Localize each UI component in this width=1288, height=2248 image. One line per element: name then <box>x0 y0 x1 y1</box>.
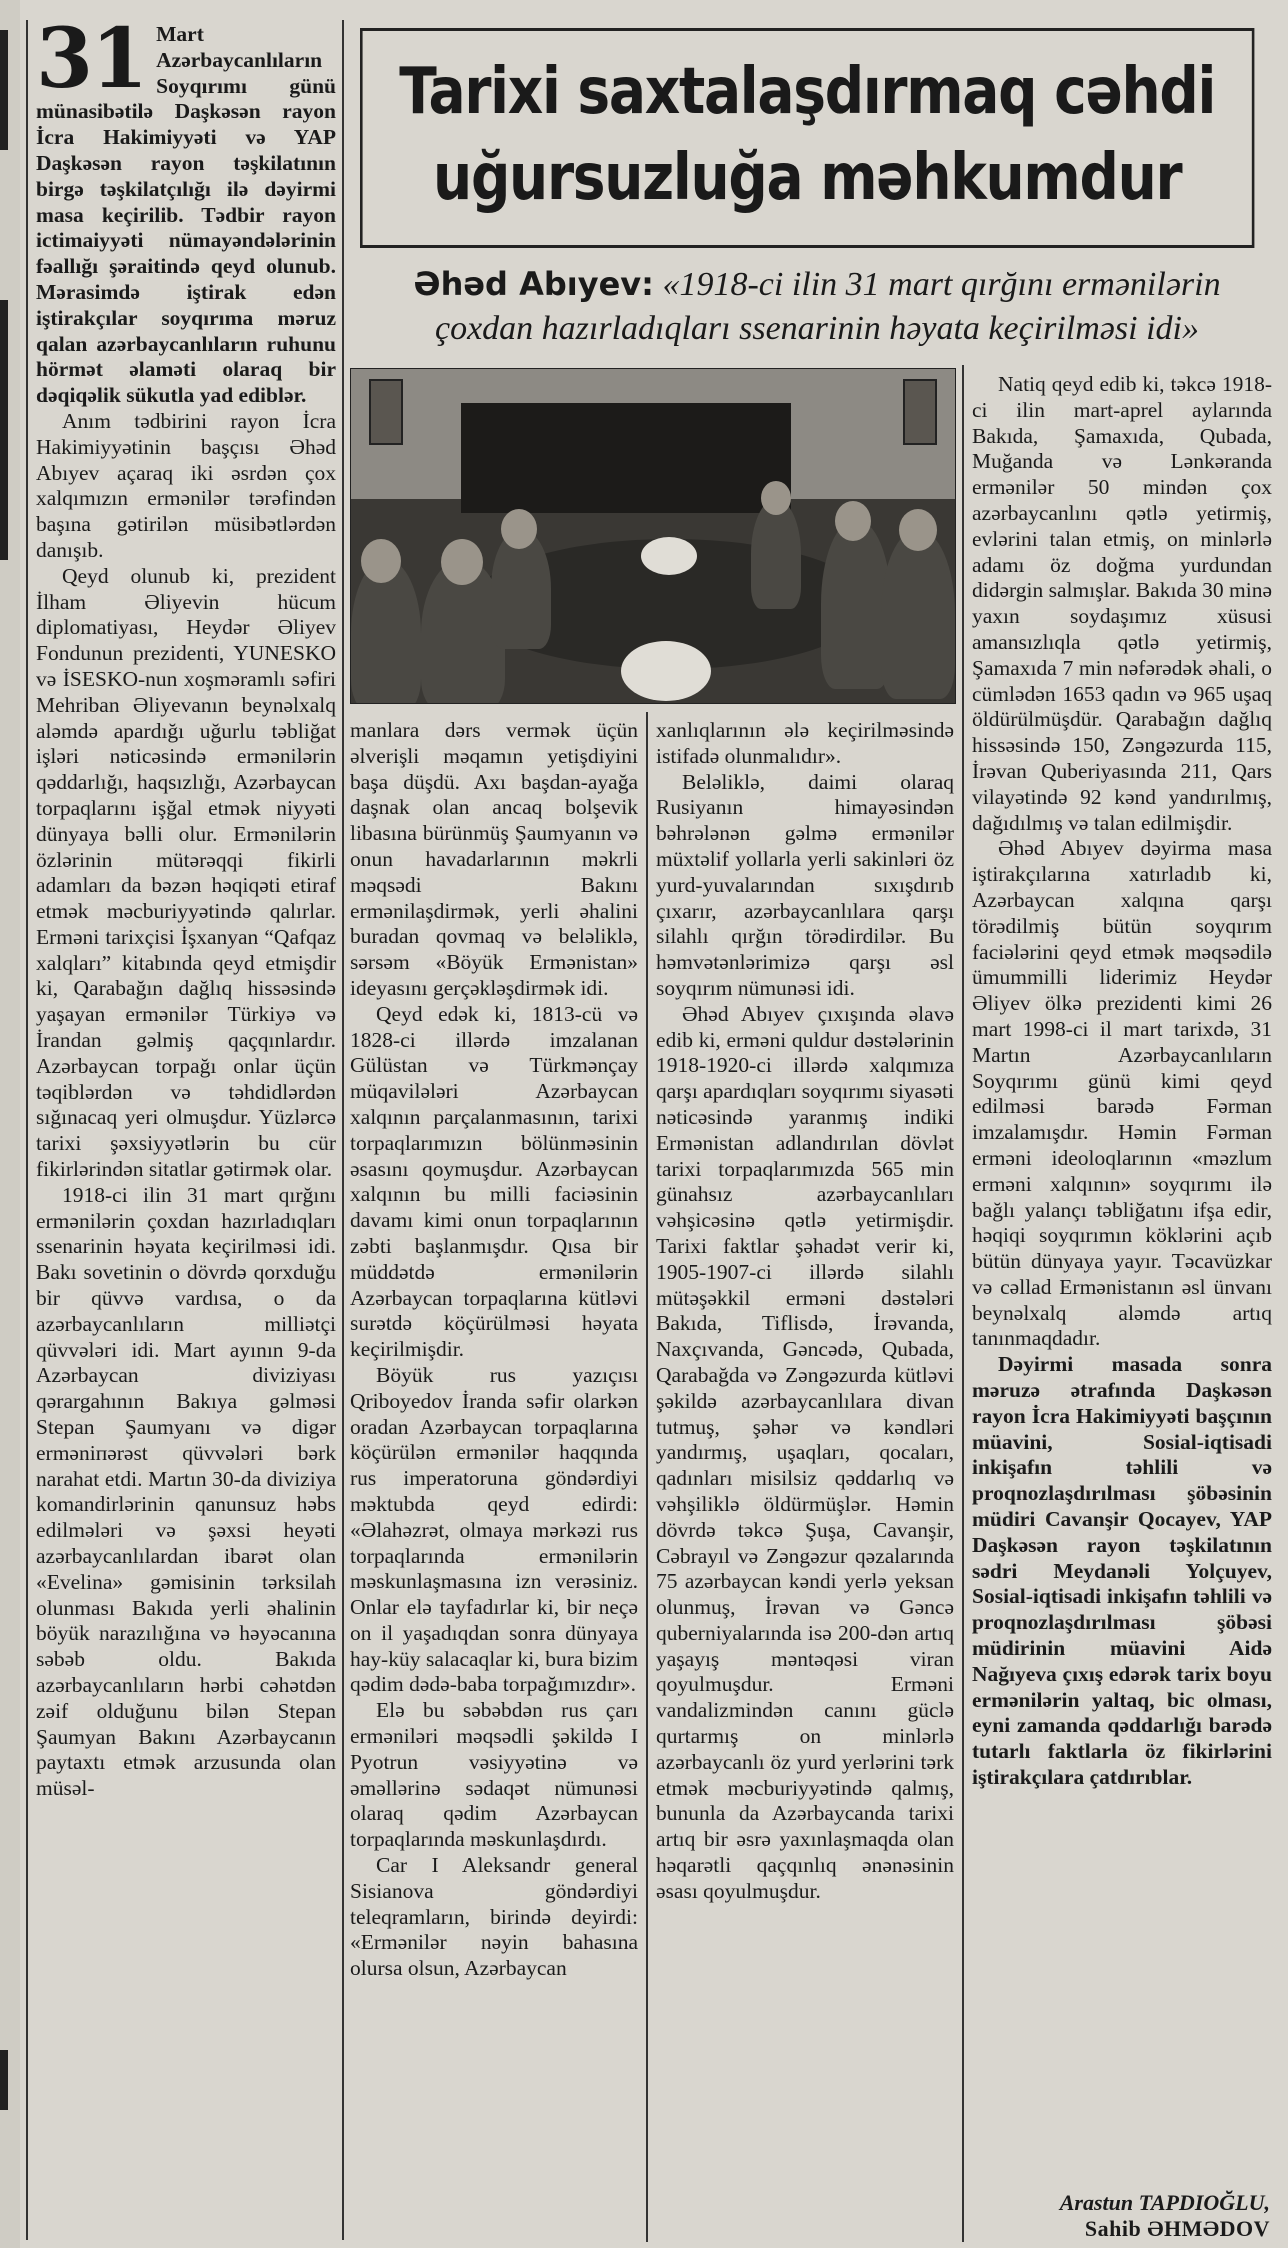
article-column-3 <box>656 718 954 1905</box>
subhead-speaker: Əhəd Abıyev: <box>413 265 654 303</box>
photo-person-head <box>501 509 537 549</box>
paragraph-closing: Dəyirmi masada sonra məruzə ətrafında Daşkəsən rayon İcra Hakimiyyəti başçının müavini, Sosial-iqtisadi inkişafın təhlili və proqnozlaşdırılması şöbəsinin müdiri Cavanşir Qocayev, YAP Daşkəsən rayon təşkilatının sədri Meydanəli Yolçuyev, Sosial-iqtisadi inkişafın təhlili və proqnozlaşdırılması şöbəsi müdirinin müavini Aidə Nağıyeva çıxış edərək tarix boyu ermənilərin yaltaq, bic olması, eyni zamanda qəddarlığı barədə tutarlı faktlarla öz fikirlərini iştirakçılara çatdırıblar. <box>972 1352 1272 1790</box>
article-column-2 <box>350 718 638 1982</box>
paragraph: Əhəd Abıyev çıxışında əlavə edib ki, erməni quldur dəstələrinin 1918-1920-ci illərdə xalqımıza qarşı apardıqları soyqırımı siyasəti nəticəsində yaranmış indiki Ermənistan adlandırılan dövlət tarixi torpaqlarımızda 565 min günahsız azərbaycanlıları vəhşicəsinə qətlə yetirmişdir. Tarixi faktlar şəhadət verir ki, 1905-1907-ci illərdə silahlı mütəşəkkil erməni dəstələri Bakıda, Tiflisdə, İrəvanda, Naxçıvanda, Gəncədə, Qubada, Qarabağda və Zəngəzurda kütləvi şəkildə azərbaycanlılara divan tutmuş, şəhər və kəndləri yandırmış, uşaqları, qocaları, qadınları misilsiz qəddarlıq və vəhşiliklə öldürmüşlər. Həmin dövrdə təkcə Şuşa, Cavanşir, Cəbrayıl və Zəngəzur qəzalarında 75 azərbaycan kəndi yerlə yeksan olunmuş, İrəvan və Gəncə quberniyalarında isə 200-dən artıq yaşayış məntəqəsi viran qoyulmuşdur. Erməni vandalizmindən canını güclə qurtarmış on minlərlə azərbaycanlı öz yurd yerlərini tərk etmək məcburiyyətində qalmış, bununla da Azərbaycanda tarixi artıq bir əsrə yaxınlaşmaqda olan həqarətli qaçqınlıq ənənəsinin əsası qoyulmuşdur. <box>656 1001 954 1903</box>
lead-paragraph: Mart Azərbaycanlıların Soyqırımı günü münasibətilə Daşkəsən rayon İcra Hakimiyyəti və YAP Daşkəsən rayon təşkilatının birgə təşkilatçılığı ilə dəyirmi masa keçirilib. Tədbir rayon ictimaiyyəti nümayəndələrinin fəallığı şəraitində qeyd olunub. Mərasimdə iştirak edən iştirakçılar soyqırıma məruz qalan azərbaycanlıların ruhunu hörmət əlaməti olaraq bir dəqiqəlik sükutla yad ediblər. <box>36 22 336 408</box>
author-name: Sahib ƏHMƏDOV <box>1084 2216 1270 2241</box>
adjacent-page-edge <box>0 0 20 2248</box>
column-rule <box>646 712 648 2242</box>
byline <box>1010 2190 1270 2242</box>
dropcap-date: 31 <box>36 11 147 107</box>
headline: Tarixi saxtalaşdırmaq cəhdi uğursuzluğa məhkumdur <box>360 28 1254 248</box>
photo-portrait <box>369 379 403 445</box>
photo-person-head <box>761 481 791 515</box>
event-photo <box>350 368 956 704</box>
paragraph: Car I Aleksandr general Sisianova göndərdiyi teleqramların, birində deyirdi: «Ermənilər nəyin bahasına olursa olsun, Azərbaycan <box>350 1853 638 1981</box>
paragraph: manlara dərs vermək üçün əlverişli məqamın yetişdiyini başa düşdü. Axı başdan-ayağa daşnak olan ancaq bolşevik libasına bürünmüş Şaumyanın və onun havadarlarının məkrli məqsədi Bakını ermənilaşdirmək, yerli əhalini buradan qovmaq və beləliklə, sərsəm «Böyük Ermənistan» ideyasını gerçəkləşdirmək idi. <box>350 718 638 1000</box>
edge-mark <box>0 30 8 150</box>
paragraph: Böyük rus yazıçısı Qriboyedov İranda səfir olarkən oradan Azərbaycan torpaqlarına köçürülən ermənilər haqqında rus imperatoruna göndərdiyi məktubda qeyd edirdi: «Əlahəzrət, olmaya mərkəzi rus torpaqlarında ermənilərin məskunlaşmasına izn verəsiniz. Onlar elə tayfadırlar ki, bir neçə on il yaşadıqdan sonra dünyaya hay-küy salacaqlar ki, bura bizim qədim dədə-baba torpağımızdır». <box>350 1362 638 1697</box>
paragraph: Qeyd olunub ki, prezident İlham Əliyevin hücum diplomatiyası, Heydər Əliyev Fondunun prezidenti, YUNESKO və İSESKO-nun xoşməramlı səfiri Mehriban Əliyevanın beynəlxalq aləmdə apardığı uğurlu təbliğat işləri nəticəsində ermənilərin qəddarlığı, haqsızlığı, Azərbaycan torpaqlarını işğal etmək niyyəti dünyaya bəlli olur. Ermənilərin özlərinin mütərəqqi fikirli adamları da bəzən həqiqəti etiraf etmək məcburiyyətində qalırlar. Erməni tarixçisi İşxanyan “Qafqaz xalqları” kitabında qeyd etmişdir ki, Qarabağın dağlıq hissəsində yaşayan ermənilər Türkiyə və İrandan gəlmiş qaçqınlardır. Azərbaycan torpağı onlar üçün təqiblərdən və təhdidlərdən sığınacaq yeri olmuşdur. Yüzlərcə tarixi şəxsiyyətlərin bu cür fikirlərindən sitatlar gətirmək olar. <box>36 563 336 1182</box>
paragraph: Əhəd Abıyev dəyirma masa iştirakçılarına xatırladıb ki, Azərbaycan xalqına qarşı törədilmiş bütün soyqırım faciələrini qeyd etmək məqsədilə ümummilli liderimiz Heydər Əliyev ölkə prezidenti kimi 26 mart 1998-ci il mart tarixdə, 31 Martın Azərbaycanlıların Soyqırımı günü kimi qeyd edilməsi barədə Fərman imzalamışdır. Həmin Fərman erməni ideoloqlarının «məzlum erməni xalqının» soyqırımı ilə bağlı yalançı təbliğatını ifşa edir, həqiqi soyqırımın köklərini açıb bütün dünyaya yayır. Təcavüzkar və cəllad Ermənistanın əsl ünvanı beynəlxalq aləmdə artıq tanınmaqdadır. <box>972 836 1272 1351</box>
paragraph: Elə bu səbəbdən rus çarı erməniləri məqsədli şəkildə I Pyotrun vəsiyyətinə və əməllərinə sədaqət nümunəsi olaraq qədim Azərbaycan torpaqlarında məskunlaşdırdı. <box>350 1698 638 1852</box>
photo-person <box>881 529 955 699</box>
photo-portrait <box>903 379 937 445</box>
subheadline <box>368 262 1266 351</box>
photo-person-head <box>835 501 871 541</box>
photo-person-head <box>441 539 483 585</box>
paragraph: Natiq qeyd edib ki, təkcə 1918-ci ilin mart-aprel aylarında Bakıda, Şamaxıda, Qubada, Muğanda və Lənkəranda ermənilər 50 mindən çox azərbaycanlını qətlə yetirmiş, evlərini talan etmiş, on minlərlə adamı öz doğma yurdundan didərgin salmışlar. Bakıda 30 minə yaxın soydaşımız xüsusi amansızlıqla qətlə yetirmiş, Şamaxıda 7 min nəfərədək əhali, o cümlədən 1653 qadın və 965 uşaq öldürülmüşdür. Qarabağın dağlıq hissəsində 150, Zəngəzurda 115, İrəvan Quberiyasında 211, Qars vilayətində 92 kənd yandırılmış, dağıdılmış və talan edilmişdir. <box>972 372 1272 835</box>
column-rule <box>962 365 964 2242</box>
photo-flowers <box>621 641 711 701</box>
author-name: Arastun TAPDIOĞLU, <box>1059 2190 1270 2215</box>
subhead-quote: «1918-ci ilin 31 mart qırğını ermənilərin çoxdan hazırladıqları ssenarinin həyata keçirilməsi idi» <box>435 266 1221 347</box>
paragraph: Anım tədbirini rayon İcra Hakimiyyətinin başçısı Əhəd Abıyev açaraq iki əsrdən çox xalqımızın ermənilər tərəfindən başına gətirilən müsibətlərdən danışıb. <box>36 408 336 562</box>
article-column-1 <box>36 11 336 1802</box>
photo-person-head <box>899 509 937 551</box>
photo-person <box>751 499 801 609</box>
paragraph: Beləliklə, daimi olaraq Rusiyanın himayəsindən bəhrələnən gəlmə ermənilər müxtəlif yollarla yerli sakinləri öz yurd-yuvalarından sıxışdırıb çıxarır, azərbaycanlılara qarşı silahlı qırğın törədirdilər. Bu həmvətənlərimizə qarşı əsl soyqırım nümunəsi idi. <box>656 769 954 1000</box>
paragraph: 1918-ci ilin 31 mart qırğını ermənilərin çoxdan hazırladıqları ssenarinin həyata keçirilməsi idi. Bakı sovetinin o dövrdə qorxduğu bir qüvvə vardısa, o da azərbaycanlıların milliətçi qüvvələri idi. Mart ayının 9-da Azərbaycan diviziyası qərargahının Bakıya gəlməsi Stepan Şaumyanı və digər erməniпərəst qüvvələri bərk narahat etdi. Martın 30-da diviziya komandirlərinin qanunsuz həbs edilmələri və şəxsi heyəti azərbaycanlılardan ibarət olan «Evelina» gəmisinin tərksilah olunması Bakıda yerli əhalinin böyük narazılığına və həyəcanına səbəb oldu. Bakıda azərbaycanlıların hərbi cəhətdən zəif olduğunu bilən Stepan Şaumyan Bakını Azərbaycanın paytaxtı etmək arzusunda olan müsəl- <box>36 1182 336 1801</box>
column-rule <box>342 20 344 2240</box>
paragraph: Qeyd edək ki, 1813-cü və 1828-ci illərdə imzalanan Gülüstan və Türkmənçay müqavilələri Azərbaycan xalqının parçalanmasının, tarixi torpaqlarımızın bölünməsinin əsasını qoymuşdur. Azərbaycan xalqının bu milli faciəsinin davamı kimi onun torpaqlarının zəbti başlanmışdır. Qısa bir müddətdə ermənilərin Azərbaycan torpaqlarına kütləvi surətdə köçürülməsi həyata keçirilmişdir. <box>350 1001 638 1362</box>
photo-flowers <box>641 537 697 575</box>
column-rule <box>26 20 28 2240</box>
article-column-4 <box>972 372 1272 1791</box>
photo-person-head <box>361 539 401 583</box>
paragraph: xanlıqlarının ələ keçirilməsində istifadə olunmalıdır». <box>656 718 954 768</box>
photo-backdrop <box>461 403 791 513</box>
edge-mark <box>0 2050 8 2110</box>
edge-mark <box>0 300 8 560</box>
